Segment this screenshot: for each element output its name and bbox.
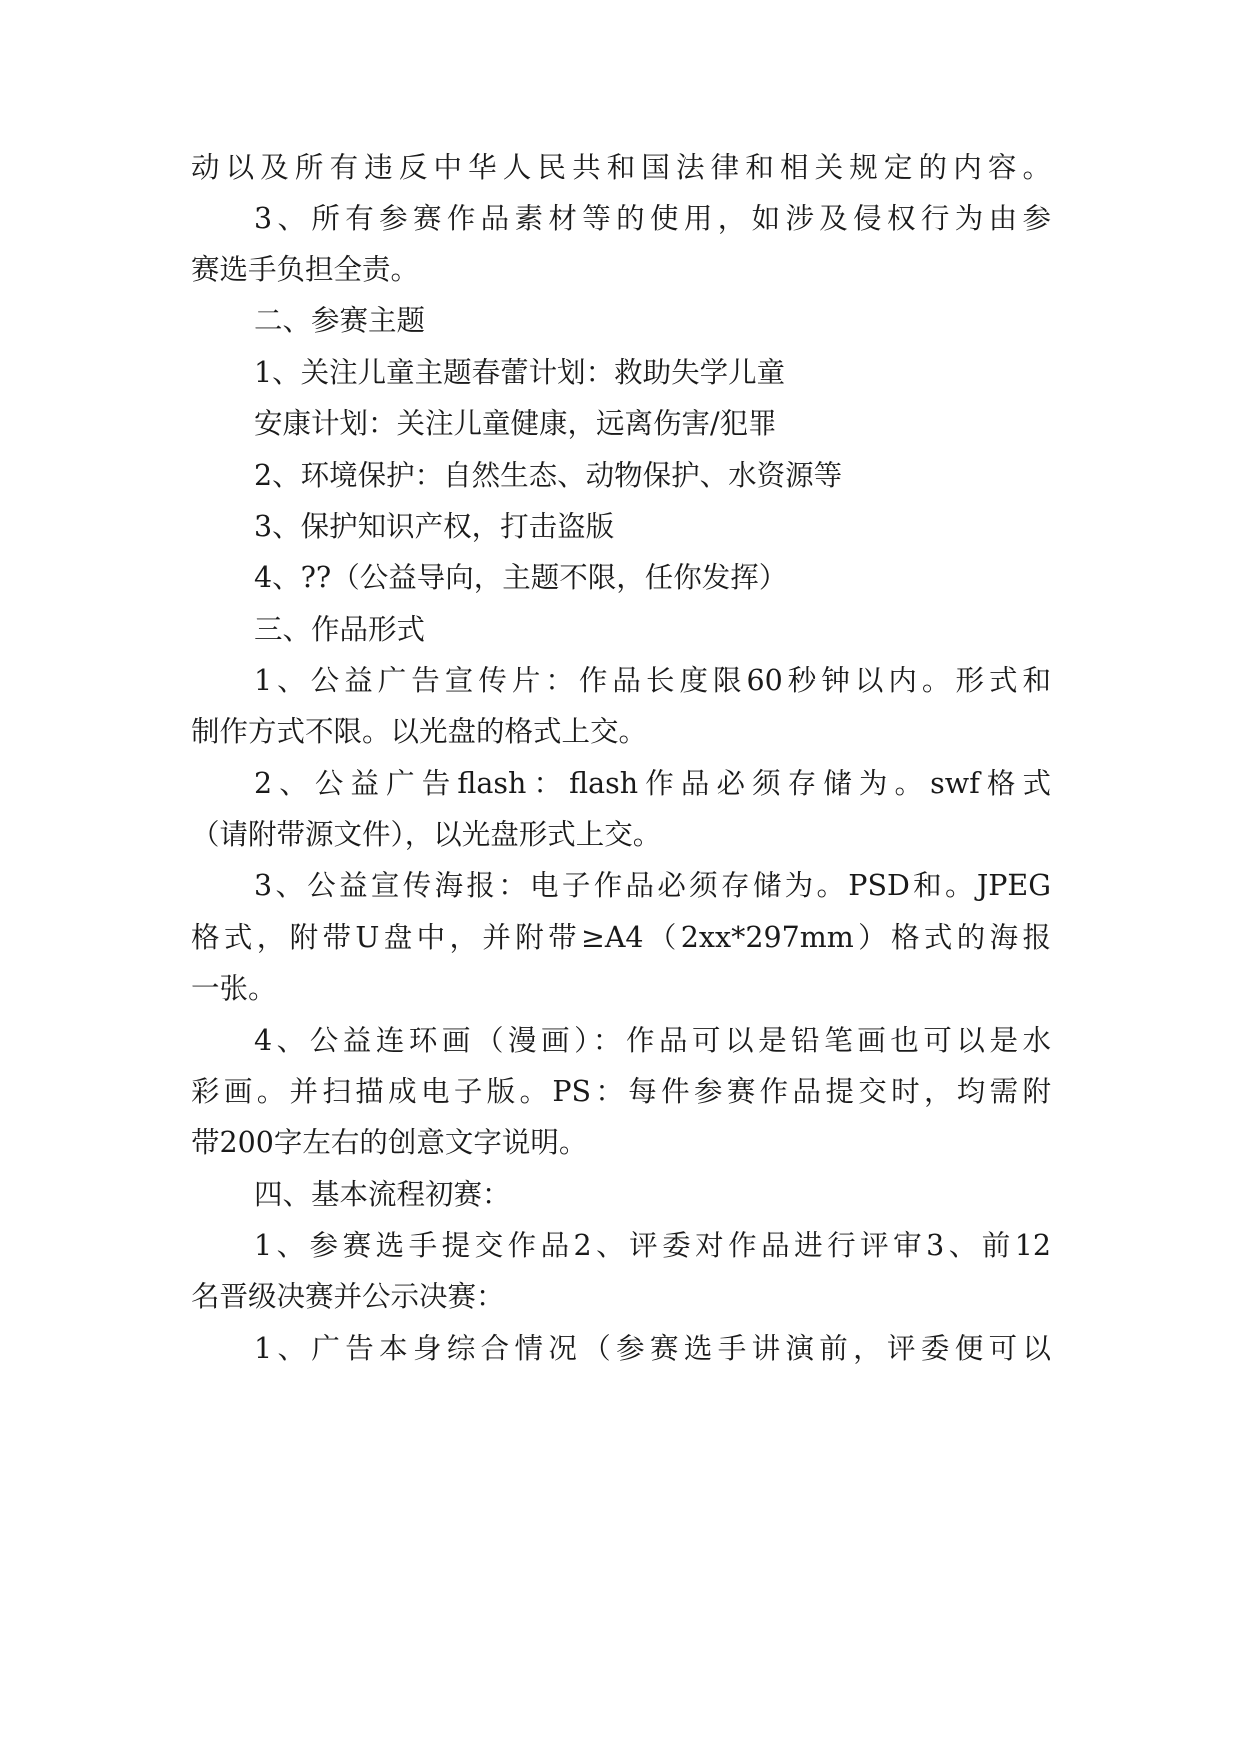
text-line: 1、关注儿童主题春蕾计划：救助失学儿童 [254,356,786,389]
text-line: 2、环境保护：自然生态、动物保护、水资源等 [254,459,843,492]
text-line: 2、公益广告flash：flash作品必须存储为。swf格式 [254,767,1051,800]
text-line: 安康计划：关注儿童健康，远离伤害/犯罪 [254,407,777,440]
text-line: 一张。 [191,972,277,1005]
text-line: 1、广告本身综合情况（参赛选手讲演前，评委便可以 [254,1332,1051,1365]
text-line: 带200字左右的创意文字说明。 [191,1126,588,1159]
text-line: 4、??（公益导向，主题不限，任你发挥） [254,561,788,594]
text-line: 4、公益连环画（漫画）：作品可以是铅笔画也可以是水 [254,1024,1051,1057]
text-line: 3、保护知识产权，打击盗版 [254,510,615,543]
text-line: 赛选手负担全责。 [191,253,420,286]
text-line: 3、所有参赛作品素材等的使用，如涉及侵权行为由参 [254,202,1051,235]
text-line: 1、公益广告宣传片：作品长度限60秒钟以内。形式和 [254,664,1051,697]
text-line: 3、公益宣传海报：电子作品必须存储为。PSD和。JPEG [254,869,1051,902]
text-line: 彩画。并扫描成电子版。PS：每件参赛作品提交时，均需附 [191,1075,1051,1108]
section-heading: 三、作品形式 [254,613,426,646]
text-line: 动以及所有违反中华人民共和国法律和相关规定的内容。 [191,151,1051,184]
text-line: 格式，附带U盘中，并附带≥A4（2xx*297mm）格式的海报 [191,921,1051,954]
text-line: （请附带源文件），以光盘形式上交。 [191,818,662,851]
section-heading: 四、基本流程初赛： [254,1178,511,1211]
text-line: 制作方式不限。以光盘的格式上交。 [191,715,648,748]
text-line: 1、参赛选手提交作品2、评委对作品进行评审3、前12 [254,1229,1051,1262]
text-line: 名晋级决赛并公示决赛： [191,1280,505,1313]
section-heading: 二、参赛主题 [254,304,426,337]
